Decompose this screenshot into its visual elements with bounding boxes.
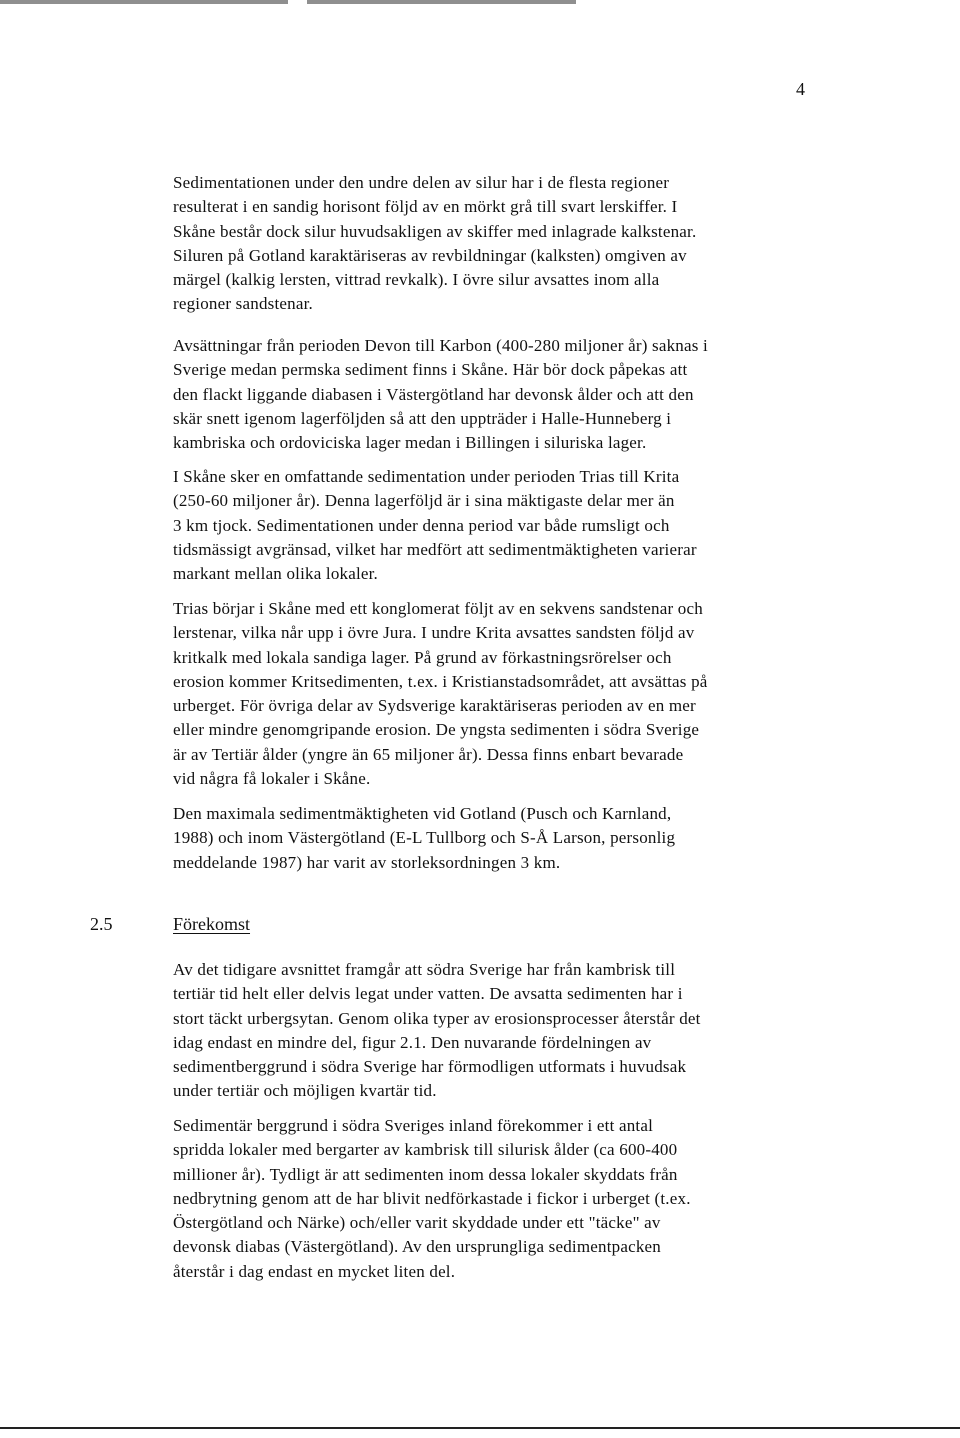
top-scan-edge <box>0 0 960 4</box>
paragraph-trias-krita: I Skåne sker en omfattande sedimentation under perioden Trias till Krita (250-60 miljoner år). Denna lagerföljd är i sina mäktigaste delar mer än 3 km tjock. Sedimentationen under denna period var både rumsligt och tidsmässigt avgränsad, vilket har medfört att sedimentmäktigheten varierar markant mellan olika lokaler. <box>173 467 697 584</box>
section-title: Förekomst <box>173 914 251 934</box>
paragraph-devon-karbon: Avsättningar från perioden Devon till Karbon (400-280 miljoner år) saknas i Sverige medan permska sediment finns i Skåne. Här bör dock påpekas att den flackt liggande diabasen i Västergötland har devonsk ålder och att den skär snett igenom lagerföljden så att den uppträder i Halle-Hunneberg i kambriska och ordoviciska lager medan i Billingen i siluriska lager. <box>173 336 708 453</box>
paragraph-occurrence-intro: Av det tidigare avsnittet framgår att södra Sverige har från kambrisk till tertiär tid helt eller delvis legat under vatten. De avsatta sedimenten har i stort täckt urbergsytan. Genom olika typer av erosionsprocesser återstår det idag endast en mindre del, figur 2.1. Den nuvarande fördelningen av sedimentberggrund i södra Sverige har förmodligen utformats i huvudsak under tertiär och möjligen kvartär tid. <box>173 960 701 1101</box>
paragraph-max-thickness: Den maximala sedimentmäktigheten vid Gotland (Pusch och Karnland, 1988) och inom Västergötland (E-L Tullborg och S-Å Larson, personlig meddelande 1987) har varit av storleksordningen 3 km. <box>173 804 676 872</box>
page-number: 4 <box>796 79 805 99</box>
paragraph-trias-skane: Trias börjar i Skåne med ett konglomerat följt av en sekvens sandstenar och lerstenar, vilka når upp i övre Jura. I undre Krita avsattes sandsten följd av kritkalk med lokala sandiga lager. På grund av förkastningsrörelser och erosion kommer Kritsedimenten, t.ex. i Kristianstadsområdet, att avsättas på urberget. För övriga delar av Sydsverige karaktäriseras perioden av en mer eller mindre genomgripande erosion. De yngsta sedimenten i södra Sverige är av Tertiär ålder (yngre än 65 miljoner år). Dessa finns enbart bevarade vid några få lokaler i Skåne. <box>173 599 708 789</box>
bottom-scan-edge <box>0 1427 960 1429</box>
section-number: 2.5 <box>90 914 113 934</box>
paragraph-silur: Sedimentationen under den undre delen av silur har i de flesta regioner resulterat i en sandig horisont följd av en mörkt grå till svart lerskiffer. I Skåne består dock silur huvudsakligen av skiffer med inlagrade kalkstenar. Siluren på Gotland karaktäriseras av revbildningar (kalksten) omgiven av märgel (kalkig lersten, vittrad revkalk). I övre silur avsattes inom alla regioner sandstenar. <box>173 173 697 314</box>
paragraph-occurrence-inland: Sedimentär berggrund i södra Sveriges inland förekommer i ett antal spridda lokaler med bergarter av kambrisk till silurisk ålder (ca 600-400 millioner år). Tydligt är att sedimenten inom dessa lokaler skyddats från nedbrytning genom att de har blivit nedförkastade i fickor i urberget (t.ex. Östergötland och Närke) och/eller varit skyddade under ett "täcke" av devonsk diabas (Västergötland). Av den ursprungliga sedimentpacken återstår i dag endast en mycket liten del. <box>173 1116 691 1281</box>
